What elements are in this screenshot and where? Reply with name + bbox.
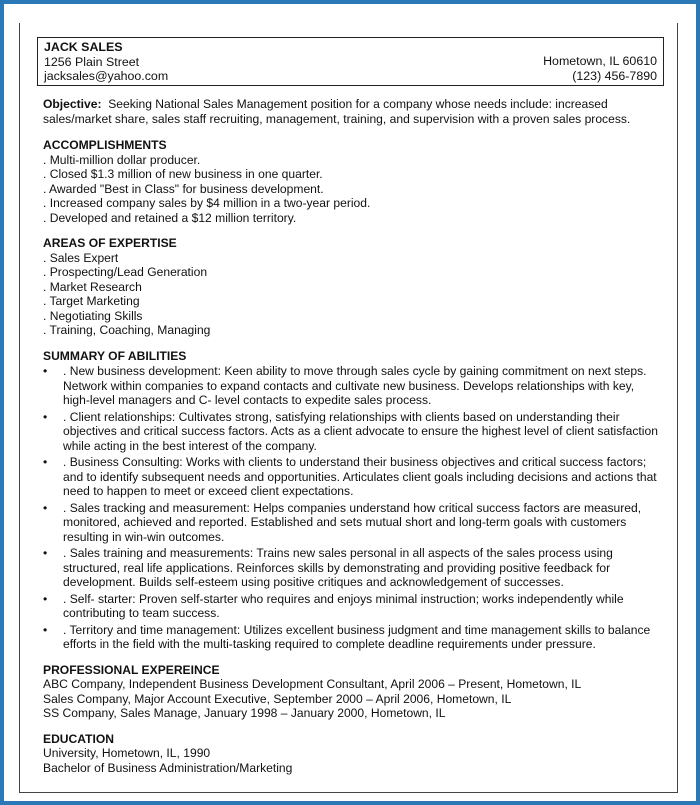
contact-right [543,54,657,83]
bullet-icon: • [43,591,48,606]
expertise-item: . Target Marketing [43,294,140,308]
expertise-item: . Prospecting/Lead Generation [43,265,208,279]
experience-item: Sales Company, Major Account Executive, September 2000 – April 2006, Hometown, IL [43,691,512,706]
ability-item [43,364,659,408]
ability-text: . Client relationships: Cultivates strong, satisfying relationships with clients based on understanding their objectives and critical success factors. Acts as a client advocate to ensure the highest level of client satisfaction while acting in the best interest of the company. [63,409,658,453]
expertise-item: . Sales Expert [43,250,119,265]
experience-section [43,663,659,721]
expertise-item: . Market Research [43,279,142,294]
experience-item: ABC Company, Independent Business Development Consultant, April 2006 – Present, Hometown, IL [43,677,582,691]
contact-header [37,37,664,86]
bullet-icon: • [43,364,48,378]
expertise-item: . Negotiating Skills [43,308,143,323]
objective-section [43,97,659,126]
abilities-list [43,364,659,652]
section-title-expertise: AREAS OF EXPERTISE [43,236,177,250]
ability-item [43,546,659,590]
resume-body [43,97,659,786]
education-item: University, Hometown, IL, 1990 [43,746,211,760]
ability-text: . Business Consulting: Works with clients to understand their business objectives and critical success factors; and to identify subsequent needs and opportunities. Articulates client goals including decisions and actions that need to happen to meet or exceed client expectations. [63,455,657,498]
city-state-zip: Hometown, IL 60610 [543,54,657,68]
bullet-icon: • [43,500,48,515]
applicant-name: JACK SALES [44,40,123,54]
contact-left [44,40,168,84]
accomplishment-item: . Increased company sales by $4 million in a two-year period. [43,196,371,210]
abilities-section [43,349,659,652]
bullet-icon: • [43,546,48,560]
email-address: jacksales@yahoo.com [44,69,169,83]
accomplishments-section [43,138,659,225]
accomplishment-item: . Multi-million dollar producer. [43,152,201,167]
accomplishment-item: . Awarded "Best in Class" for business development. [43,181,324,196]
street-address: 1256 Plain Street [44,54,140,69]
bullet-icon: • [43,622,48,637]
ability-text: . Self- starter: Proven self-starter who requires and enjoys minimal instruction; works independently while contributing to team success. [63,591,624,620]
ability-item [43,501,659,545]
ability-item [43,623,659,652]
education-section [43,732,659,776]
experience-item: SS Company, Sales Manage, January 1998 – January 2000, Hometown, IL [43,706,446,720]
section-title-accomplishments: ACCOMPLISHMENTS [43,138,167,152]
bullet-icon: • [43,455,48,469]
education-item: Bachelor of Business Administration/Marketing [43,760,293,775]
ability-item [43,455,659,499]
section-title-abilities: SUMMARY OF ABILITIES [43,348,187,363]
accomplishment-item: . Closed $1.3 million of new business in one quarter. [43,167,323,181]
ability-text: . Territory and time management: Utilizes excellent business judgment and time management skills to balance efforts in the field with the multi-tasking required to complete deadline requirements under pressure. [63,622,651,651]
ability-text: . New business development: Keen ability to move through sales cycle by gaining commitment on next steps. Network within companies to expand contacts and cultivate new business. Develops relationships with key, high-level managers and C- level contacts to expedite sales process. [63,364,647,407]
ability-text: . Sales tracking and measurement: Helps companies understand how critical success factors are measured, monitored, achieved and reported. Established and sets mutual short and long-term goals with customers resulting in win-win outcomes. [63,500,642,544]
ability-text: . Sales training and measurements: Trains new sales personal in all aspects of the sales process using structured, real life applications. Reinforces skills by demonstrating and providing positive feedback for development. Builds self-esteem using positive critiques and acknowledgement of successes. [63,546,613,589]
ability-item [43,410,659,454]
expertise-section [43,236,659,338]
bullet-icon: • [43,409,48,424]
accomplishment-item: . Developed and retained a $12 million territory. [43,210,297,225]
phone-number: (123) 456-7890 [572,68,657,83]
objective-label: Objective: [43,97,102,111]
expertise-item: . Training, Coaching, Managing [43,323,211,337]
ability-item [43,592,659,621]
section-title-education: EDUCATION [43,731,114,746]
objective-text: Seeking National Sales Management position for a company whose needs include: increased sales/market share, sales staff recruiting, management, training, and supervision with a proven sales process. [43,97,631,126]
section-title-experience: PROFESSIONAL EXPEREINCE [43,662,220,677]
